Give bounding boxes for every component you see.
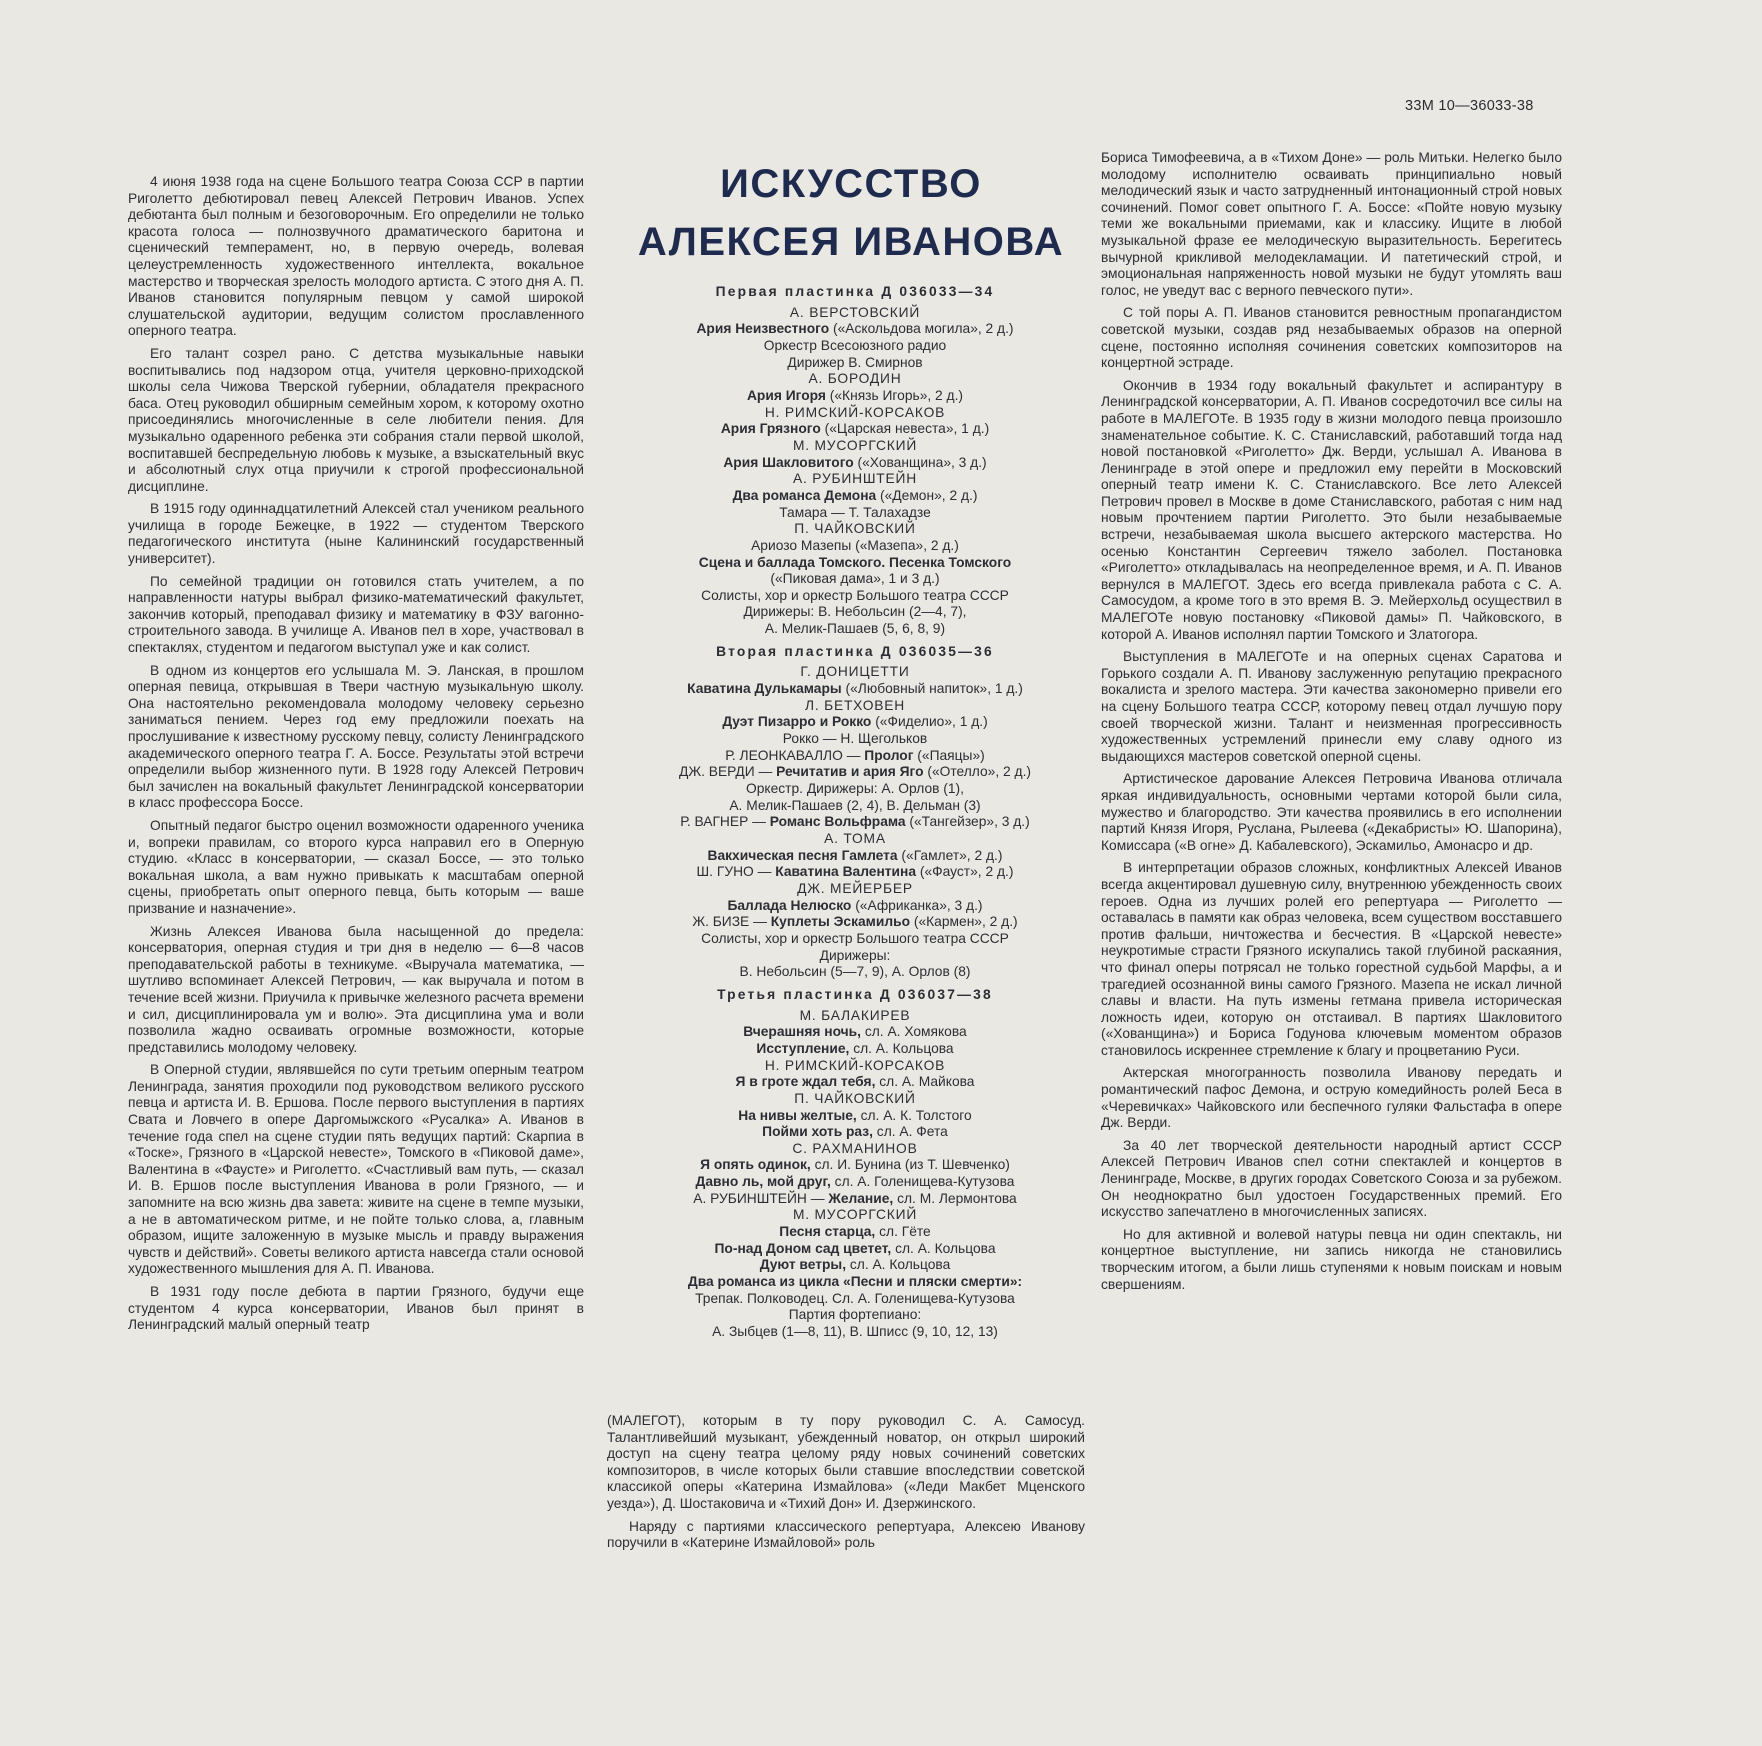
program-work-line [600, 1274, 1110, 1291]
program-work-line [600, 321, 1110, 338]
paragraph: (МАЛЕГОТ), которым в ту пору руководил С. А. Самосуд. Талантливейший музыкант, убежденный новатор, он открыл широкий доступ на сцену театра целому ряду новых сочинений советских композиторов, в числе которых были ставшие впоследствии советской классикой оперы «Катерина Измайлова» («Леди Макбет Мценского уезда»), Д. Шостаковича и «Тихий Дон» И. Дзержинского. [607, 1413, 1085, 1511]
program-line: Дирижер В. Смирнов [787, 354, 923, 370]
work-title: Пойми хоть раз, [762, 1124, 873, 1140]
composer-name: А. РУБИНШТЕЙН — [693, 1190, 829, 1206]
work-title: Вакхическая песня Гамлета [707, 847, 898, 863]
paragraph: Его талант созрел рано. С детства музыкальные навыки воспитывались под надзором отца, учителя церковно-приходской школы села Чижова Тверской губернии, обладателя прекрасного баса. Отец руководил обширным семейным хором, к которому охотно присоединялись многочисленные в селе любители пения. Для музыкально одаренного ребенка эти собрания стали первой школой, воспитавшей беспредельную любовь к музыке, а взыскательный вкус и абсолютный слух отца приучили к строгой профессиональной дисциплине. [128, 345, 584, 494]
composer-name: А. ТОМА [824, 831, 886, 846]
program-work-line [600, 764, 1110, 781]
paragraph: В интерпретации образов сложных, конфликтных Алексей Иванов всегда акцентировал душевную силу, внутреннюю убежденность своих героев. Одна из лучших ролей его репертуара — Риголетто — оставалась в памяти как образ человека, всем существом восставшего против фальши, ничтожества и бесчестия. В «Царской невесте» неукротимые страсти Грязного искупались такой глубиной раскаяния, что финал оперы потрясал не только горестной судьбой Марфы, а и трагедией осознанной вины самого Грязного. Мазепа не искал личной славы и власти. На путь измены гетмана привела историческая ложность идеи, которую он отстаивал. В партиях Шакловитого («Хованщина») и Бориса Годунова ключевым моментом образов становилось искреннее стремление к благу и процветанию Руси. [1101, 860, 1562, 1058]
work-title: Каватина Дулькамары [687, 681, 842, 697]
program-line: Солисты, хор и оркестр Большого театра СССР [701, 587, 1009, 603]
composer-name: М. МУСОРГСКИЙ [792, 1207, 918, 1223]
composer-name: Л. БЕТХОВЕН [804, 697, 906, 713]
program-work-line [600, 1174, 1110, 1191]
work-detail: («Любовный напиток», 1 д.) [841, 681, 1023, 697]
composer-name: П. ЧАЙКОВСКИЙ [794, 1090, 916, 1106]
work-title: Исступление, [756, 1040, 850, 1056]
work-title: Куплеты Эскамильо [770, 914, 911, 930]
composer-name: М. БАЛАКИРЕВ [799, 1007, 911, 1023]
work-detail: («Фауст», 2 д.) [916, 864, 1014, 880]
paragraph: За 40 лет творческой деятельности народный артист СССР Алексей Петрович Иванов спел сотни спектаклей и концертов в Ленинграде, Москве, в других городах Советского Союза и за рубежом. Он неоднократно был удостоен Государственных премий. Его искусство запечатлено в многочисленных записях. [1101, 1137, 1562, 1220]
composer-name: С. РАХМАНИНОВ [792, 1140, 918, 1156]
work-title: Два романса из цикла «Песни и пляски смерти»: [687, 1274, 1023, 1290]
work-detail: сл. А. К. Толстого [856, 1107, 972, 1123]
program-work-line [600, 388, 1110, 405]
program-line: Ариозо Мазепы («Мазепа», 2 д.) [751, 537, 959, 553]
program-work-line [600, 1074, 1110, 1091]
composer-name: Н. РИМСКИЙ-КОРСАКОВ [764, 1057, 946, 1073]
album-title-line: АЛЕКСЕЯ ИВАНОВА [637, 220, 1065, 264]
program-line: Тамара — Т. Талахадзе [779, 504, 931, 520]
center-text-column [607, 1413, 1085, 1558]
paragraph: В 1931 году после дебюта в партии Грязного, будучи еще студентом 4 курса консерватории, Иванов был принят в Ленинградский малый оперный театр [128, 1284, 584, 1333]
disc-heading: Первая пластинка Д 036033—34 [715, 284, 995, 299]
composer-name: М. МУСОРГСКИЙ [792, 437, 918, 453]
program-line: А. Зыбцев (1—8, 11), В. Шписс (9, 10, 12, 13) [712, 1324, 998, 1340]
work-detail: («Хованщина», 3 д.) [853, 454, 987, 470]
work-title: Сцена и баллада Томского. Песенка Томского [698, 554, 1012, 570]
program-work-line [600, 681, 1110, 698]
paragraph: Выступления в МАЛЕГОТе и на оперных сценах Саратова и Горького создали А. П. Иванову заслуженную репутацию прекрасного вокалиста и зрелого мастера. Эти качества закономерно привели его на сцену Большого театра СССР, которому певец отдал лучшую пору своей творческой жизни. Талант и неизменная прогрессивность художественных устремлений принесли ему славу одного из выдающихся мастеров советской оперной сцены. [1101, 649, 1562, 764]
program-line: Трепак. Полководец. Сл. А. Голенищева-Кутузова [695, 1290, 1015, 1306]
work-title: Давно ль, мой друг, [695, 1174, 831, 1190]
catalog-number: 33М 10—36033-38 [1405, 98, 1534, 114]
program-line: Солисты, хор и оркестр Большого театра СССР [701, 930, 1009, 946]
album-title [586, 155, 1116, 271]
program-work-line [600, 455, 1110, 472]
work-title: Ария Грязного [720, 421, 821, 437]
paragraph: В 1915 году одиннадцатилетний Алексей стал учеником реального училища в городе Бежецке, в 1922 — студентом Тверского педагогического института (ныне Калининский государственный университет). [128, 501, 584, 567]
program-line: Оркестр Всесоюзного радио [763, 337, 947, 353]
program-work-line [600, 1157, 1110, 1174]
left-text-column [128, 174, 584, 1340]
work-title: Я в гроте ждал тебя, [735, 1074, 876, 1090]
composer-name: А. ВЕРСТОВСКИЙ [789, 304, 921, 320]
work-detail: сл. А. Майкова [875, 1074, 975, 1090]
work-title: На нивы желтые, [738, 1107, 857, 1123]
program-work-line [600, 1108, 1110, 1125]
work-detail: («Тангейзер», 3 д.) [905, 814, 1030, 830]
program-work-line [600, 1041, 1110, 1058]
paragraph: Бориса Тимофеевича, а в «Тихом Доне» — роль Митьки. Нелегко было молодому исполнителю осваивать принципиально новый мелодический язык и часто затрудненный интонационный строй новых сочинений. Помог совет опытного Г. А. Боссе: «Пойте новую музыку теми же вокальными приемами, как и классику. Ищите в любой музыкальной фразе ее мелодическую выразительность. Берегитесь вычурной крикливой мелодекламации. И патетический строй, и эмоциональная напряженность новой музыки не будут утомлять ваш голос, не уведут вас с верного певческого пути». [1101, 150, 1562, 298]
paragraph: Наряду с партиями классического репертуара, Алексею Иванову поручили в «Катерине Измайловой» роль [607, 1518, 1085, 1551]
work-detail: сл. И. Бунина (из Т. Шевченко) [810, 1157, 1010, 1173]
paragraph: В одном из концертов его услышала М. Э. Ланская, в прошлом оперная певица, открывшая в Твери частную музыкальную школу. Она настоятельно рекомендовала молодому человеку серьезно заниматься пением. Через год ему предложили поехать на прослушивание к известному русскому певцу, солисту Ленинградского академического оперного театра Г. А. Боссе. Результаты этой встречи определили выбор жизненного пути. В 1928 году Алексей Петрович был зачислен на вокальный факультет Ленинградской консерватории в класс профессора Боссе. [128, 662, 584, 811]
work-detail: («Гамлет», 2 д.) [897, 847, 1003, 863]
composer-name: Г. ДОНИЦЕТТИ [800, 664, 910, 680]
program-work-line [600, 848, 1110, 865]
paragraph: Окончив в 1934 году вокальный факультет и аспирантуру в Ленинградской консерватории, А. П. Иванов сосредоточил все силы на работе в МАЛЕГОТе. В 1935 году в жизни молодого певца произошло знаменательное событие. К. С. Станиславский, работавший тогда над новой постановкой «Риголетто» Дж. Верди, услышал А. Иванова в Ленинграде в этой опере и предложил ему перейти в Московский оперный театр имени К. С. Станиславского. Все лето Алексей Петрович провел в Москве в доме Станиславского, работая с ним над новым прочтением партии Риголетто. Это были незабываемые встречи, незабываемая школа высшего актерского мастерства. Но осенью Константин Сергеевич тяжело заболел. Постановка «Риголетто» откладывалась на неопределенное время, и А. П. Иванов вернулся в МАЛЕГОТ. Здесь его всегда привлекала работа с С. А. Самосудом, а кроме того в это время В. Э. Мейерхольд осуществил в МАЛЕГОТе новую постановку «Пиковой дамы» П. Чайковского, в которой А. Иванов исполнял партии Томского и Златогора. [1101, 377, 1562, 642]
work-detail: сл. А. Кольцова [846, 1257, 951, 1273]
work-title: Песня старца, [779, 1224, 876, 1240]
work-detail: («Фиделио», 1 д.) [871, 714, 988, 730]
work-detail: сл. А. Хомякова [861, 1024, 967, 1040]
program-work-line [600, 1024, 1110, 1041]
work-detail: («Аскольдова могила», 2 д.) [829, 321, 1014, 337]
program-work-line [600, 748, 1110, 765]
program-work-line [600, 421, 1110, 438]
work-title: Ария Шакловитого [723, 454, 854, 470]
program-work-line [600, 1191, 1110, 1208]
program-work-line [600, 864, 1110, 881]
work-detail: («Отелло», 2 д.) [923, 764, 1031, 780]
work-detail: сл. А. Кольцова [891, 1240, 996, 1256]
program-line: Дирижеры: В. Небольсин (2—4, 7), [743, 604, 967, 620]
work-title: Каватина Валентина [775, 864, 917, 880]
program-work-line [600, 1124, 1110, 1141]
work-detail: («Кармен», 2 д.) [910, 914, 1018, 930]
program-line: Рокко — Н. Щегольков [782, 731, 928, 747]
work-detail: («Князь Игорь», 2 д.) [825, 387, 964, 403]
work-title: Желание, [828, 1190, 894, 1206]
program-work-line [600, 1257, 1110, 1274]
right-text-column [1101, 150, 1562, 1299]
work-detail: («Паяцы») [913, 747, 985, 763]
work-title: Вчерашняя ночь, [743, 1024, 861, 1040]
paragraph: Актерская многогранность позволила Иванову передать и романтический пафос Демона, и острую комедийность ролей Беса в «Черевичках» Чайковского или беспечного гуляки Фальстафа в опере Дж. Верди. [1101, 1065, 1562, 1131]
work-title: Речитатив и ария Яго [776, 764, 924, 780]
composer-name: Н. РИМСКИЙ-КОРСАКОВ [764, 404, 946, 420]
paragraph: Но для активной и волевой натуры певца ни один спектакль, ни концертное выступление, ни запись никогда не становились творческим итогом, а были лишь ступенями к новым поискам и новым свершениям. [1101, 1226, 1562, 1292]
composer-name: Ж. БИЗЕ — [692, 914, 771, 930]
work-title: Два романса Демона [732, 487, 877, 503]
program-line: В. Небольсин (5—7, 9), А. Орлов (8) [739, 964, 971, 980]
work-detail: сл. М. Лермонтова [893, 1190, 1017, 1206]
program-work-line [600, 1224, 1110, 1241]
work-detail: сл. Гёте [875, 1224, 931, 1240]
work-title: Пролог [864, 747, 914, 763]
paragraph: Артистическое дарование Алексея Петровича Иванова отличала яркая индивидуальность, основными чертами которой были сила, мужество и благородство. Эти качества проявились в его исполнении партий Князя Игоря, Руслана, Рылеева («Декабристы» Ю. Шапорина), Комиссара («В огне» Д. Кабалевского), Эскамильо, Амонасро и др. [1101, 771, 1562, 853]
paragraph: В Оперной студии, являвшейся по сути третьим оперным театром Ленинграда, занятия проходили под руководством великого русского певца и артиста И. В. Ершова. После первого выступления в партиях Свата и Ловчего в опере Даргомыжского «Русалка» А. Иванов в течение года спел на сцене студии пять ведущих партий: Скарпиа в «Тоске», Грязного в «Царской невесте», Томского в «Пиковой даме», Валентина в «Фаусте» и Риголетто. «Счастливый вам путь, — сказал И. В. Ершов после выступления Иванова в роли Грязного, — и запомните на всю жизнь два завета: живите на сцене в темпе музыки, а не в автоматическом ритме, и не пойте только слова, а, главным образом, ищите заложенную в музыке мысль и правду выражения чувств и действий». Советы великого артиста навсегда стали основой художественного мышления для А. П. Иванова. [128, 1062, 584, 1277]
paragraph: Жизнь Алексея Иванова была насыщенной до предела: консерватория, оперная студия и три дня в неделю — 6—8 часов преподавательской работы в техникуме. «Выручала математика, — шутливо вспоминает Алексей Петрович, — как выручала и потом в течение всей жизни. Приучила к привычке железного расчета времени и сил, дисциплинировала ум и волю». Эта дисциплина ума и воли позволила жадно осваивать огромные возможности, которые представились молодому человеку. [128, 923, 584, 1055]
composer-name: ДЖ. ВЕРДИ — [679, 764, 777, 780]
program-work-line [600, 488, 1110, 505]
work-title: Дуэт Пизарро и Рокко [722, 714, 872, 730]
paragraph: По семейной традиции он готовился стать учителем, а по направленности натуры выбрал физико-математический факультет, закончив который, преподавал физику и математику в ФЗУ вагонно-строительного завода. В училище А. Иванов пел в хоре, участвовал в спектаклях, студентом и педагогом выступал уже и как солист. [128, 573, 584, 656]
program-line: Оркестр. Дирижеры: А. Орлов (1), [746, 781, 964, 797]
paragraph: 4 июня 1938 года на сцене Большого театра Союза ССР в партии Риголетто дебютировал певец Алексей Петрович Иванов. Успех дебютанта был полным и безоговорочным. Его определили не только красота голоса — полнозвучного драматического баритона и сценический темперамент, но, в первую очередь, волевая целеустремленность художественного интеллекта, вокальное мастерство и творческая зрелость молодого артиста. С этого дня А. П. Иванов становится популярным певцом у самой широкой слушательской аудитории, ведущим солистом прославленного оперного театра. [128, 174, 585, 339]
program-work-line [600, 898, 1110, 915]
work-detail: («Демон», 2 д.) [876, 487, 978, 503]
program-line: Дирижеры: [819, 947, 891, 963]
program-line: А. Мелик-Пашаев (2, 4), В. Дельман (3) [729, 797, 981, 813]
work-detail: («Африканка», 3 д.) [851, 897, 983, 913]
program-work-line [600, 914, 1110, 931]
disc-heading: Вторая пластинка Д 036035—36 [716, 643, 994, 659]
album-title-line: ИСКУССТВО [720, 162, 982, 206]
program-line: А. Мелик-Пашаев (5, 6, 8, 9) [764, 621, 946, 637]
work-title: Романс Вольфрама [769, 814, 906, 830]
composer-name: Р. ВАГНЕР — [680, 814, 770, 830]
work-title: Баллада Нелюско [727, 897, 852, 913]
work-detail: («Царская невеста», 1 д.) [820, 421, 990, 437]
program-work-line [600, 1241, 1110, 1258]
disc-heading: Третья пластинка Д 036037—38 [717, 986, 993, 1002]
work-title: По-над Доном сад цветет, [714, 1240, 892, 1256]
composer-name: Р. ЛЕОНКАВАЛЛО — [725, 747, 865, 763]
work-detail: сл. А. Фета [872, 1124, 948, 1140]
composer-name: А. РУБИНШТЕЙН [792, 471, 918, 487]
composer-name: П. ЧАЙКОВСКИЙ [794, 521, 916, 537]
work-detail: сл. А. Кольцова [849, 1040, 954, 1056]
work-title: Ария Игоря [746, 387, 826, 403]
composer-name: А. БОРОДИН [808, 371, 902, 387]
track-listing [600, 278, 1110, 1341]
paragraph: Опытный педагог быстро оценил возможности одаренного ученика и, вопреки правилам, со второго курса направил его в Оперную студию. «Класс в консерватории, — сказал Боссе, — это только вокальная школа, а вам нужно привыкать к масштабам оперной сцены, приобретать опыт оперного певца, быть которым — ваше призвание и назначение». [128, 817, 584, 916]
program-work-line [600, 555, 1110, 572]
program-line: («Пиковая дама», 1 и 3 д.) [770, 571, 940, 587]
work-title: Ария Неизвестного [696, 321, 830, 337]
work-title: Я опять одинок, [700, 1157, 811, 1173]
work-detail: сл. А. Голенищева-Кутузова [830, 1174, 1015, 1190]
program-line: Партия фортепиано: [788, 1307, 922, 1323]
composer-name: ДЖ. МЕЙЕРБЕР [797, 880, 913, 896]
program-work-line [600, 814, 1110, 831]
work-title: Дуют ветры, [759, 1257, 847, 1273]
composer-name: Ш. ГУНО — [696, 864, 776, 880]
paragraph: С той поры А. П. Иванов становится ревностным пропагандистом советской музыки, создав ряд незабываемых образов на оперной сцене, постоянно исполняя сочинения советских композиторов на концертной эстраде. [1101, 305, 1562, 371]
program-work-line [600, 714, 1110, 731]
